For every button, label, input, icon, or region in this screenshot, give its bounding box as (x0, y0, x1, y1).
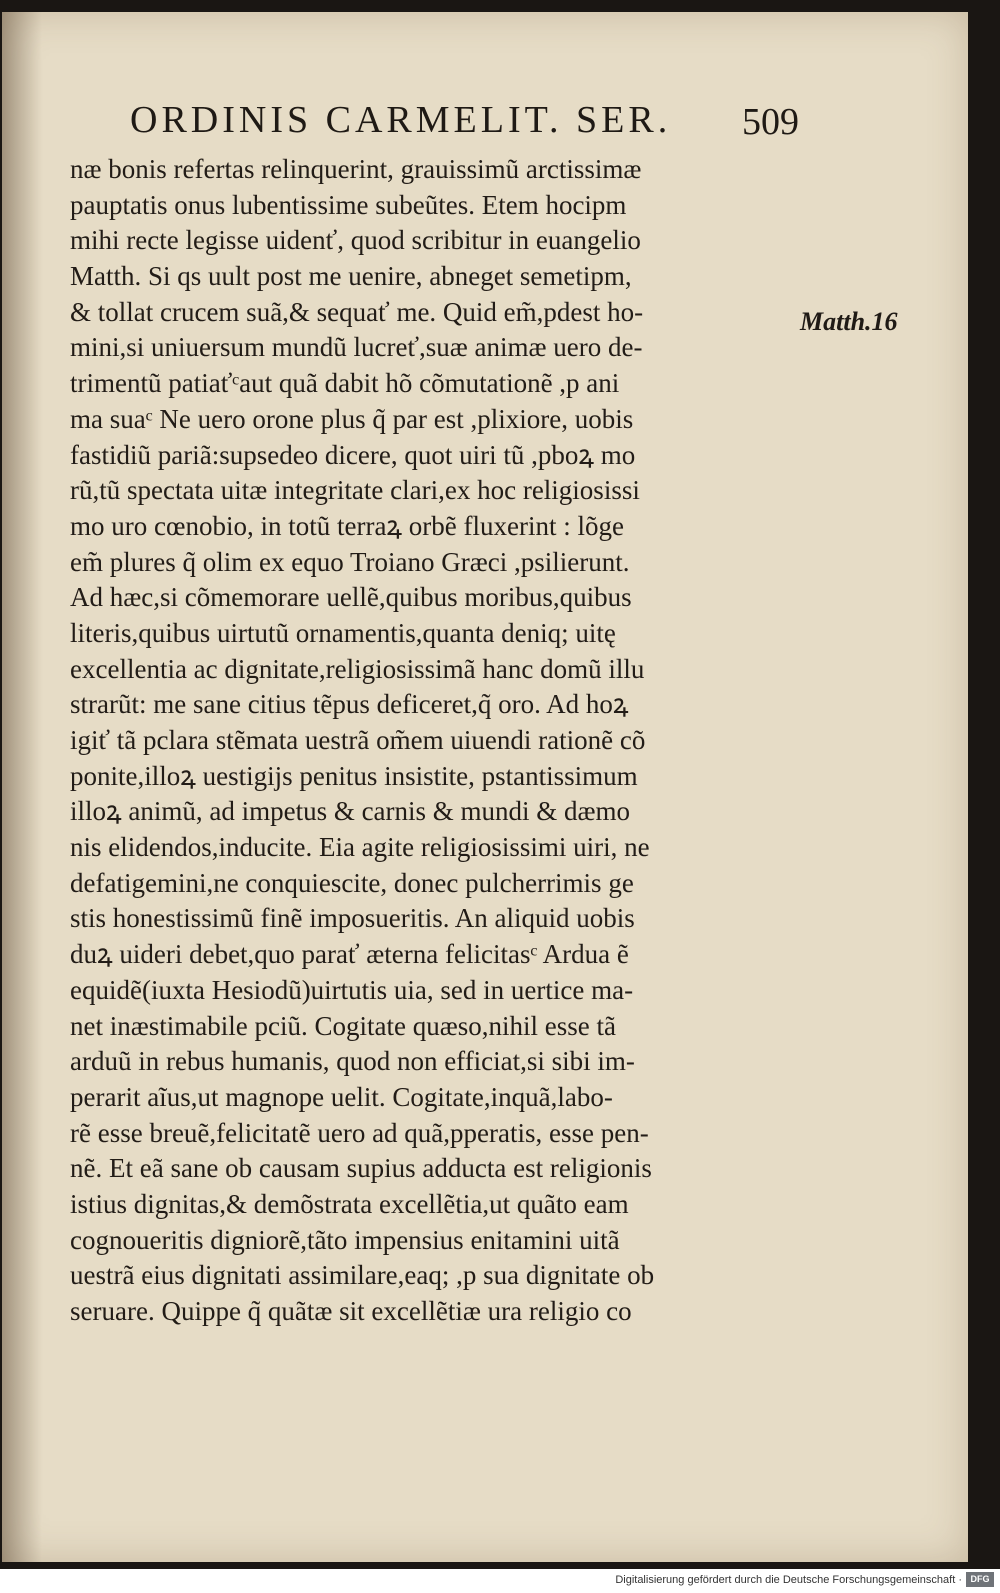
text-line: pauptatis onus lubentissime subeũtes. Etem hocipm (70, 189, 627, 220)
text-line: literis,quibus uirtutũ ornamentis,quanta deniq; uitę (70, 617, 616, 648)
running-title: ORDINIS CARMELIT. SER. (130, 99, 672, 141)
text-line: perarit aĩus,ut magnope uelit. Cogitate,inquã,labo- (70, 1081, 613, 1112)
text-line: trimentũ patiaťᶜaut quã dabit hõ cõmutationẽ ,p ani (70, 368, 620, 399)
text-line: net inæstimabile pciũ. Cogitate quæso,nihil esse tã (70, 1010, 616, 1041)
text-line: arduũ in rebus humanis, quod non efficiat,si sibi im- (70, 1046, 635, 1077)
text-line: mini,si uniuersum mundũ lucreť,suæ animæ uero de- (70, 332, 643, 363)
text-line: defatigemini,ne conquiescite, donec pulcherrimis ge (70, 867, 634, 898)
text-line: duꝝ uideri debet,quo parať æterna felicitasᶜ Ardua ẽ (70, 939, 629, 970)
text-line: mo uro cœnobio, in totũ terraꝝ orbẽ fluxerint : lõge (70, 510, 624, 541)
text-line: seruare. Quippe q̃ quãtæ sit excellẽtiæ ura religio co (70, 1296, 632, 1326)
dfg-logo: DFG (966, 1572, 994, 1587)
page-gutter-shadow (2, 12, 42, 1562)
text-line: uestrã eius dignitati assimilare,eaq; ,p sua dignitate ob (70, 1260, 655, 1291)
text-line: excellentia ac dignitate,religiosissimã hanc domũ illu (70, 653, 645, 684)
text-line: rẽ esse breuẽ,felicitatẽ uero ad quã,pperatis, esse pen- (70, 1117, 649, 1148)
text-line: Matth. Si qs uult post me uenire, abneget semetipm, (70, 261, 632, 292)
text-line: Ad hæc,si cõmemorare uellẽ,quibus moribus,quibus (70, 582, 632, 613)
text-line: rũ,tũ spectata uitæ integritate clari,ex hoc religiosissi (70, 475, 640, 506)
text-line: næ bonis refertas relinquerint, grauissimũ arctissimæ (70, 154, 642, 184)
text-line: strarũt: me sane citius tẽpus deficeret,q̃ oro. Ad hoꝝ (70, 689, 629, 720)
text-line: istius dignitas,& demõstrata excellẽtia,ut quãto eam (70, 1188, 629, 1219)
text-line: mihi recte legisse uidenť, quod scribitur in euangelio (70, 225, 641, 256)
text-line: illoꝝ animũ, ad impetus & carnis & mundi & dæmo (70, 796, 631, 827)
text-line: & tollat crucem suã,& sequať me. Quid em̃,pdest ho- (70, 296, 644, 327)
text-line: fastidiũ pariã:supsedeo dicere, quot uiri tũ ,pboꝝ mo (70, 439, 636, 470)
text-line: ma suaᶜ Ne uero orone plus q̃ par est ,plixiore, uobis (70, 403, 634, 434)
text-line: equidẽ(iuxta Hesiodũ)uirtutis uia, sed in uertice ma- (70, 974, 634, 1005)
footer-credit: Digitalisierung gefördert durch die Deutsche Forschungsgemeinschaft · (615, 1574, 962, 1586)
text-line: ponite,illoꝝ uestigijs penitus insistite, pstantissimum (70, 760, 638, 791)
text-line: nis elidendos,inducite. Eia agite religiosissimi uiri, ne (70, 832, 650, 863)
text-line: nẽ. Et eã sane ob causam supius adducta est religionis (70, 1153, 652, 1184)
text-line: stis honestissimũ finẽ imposueritis. An aliquid uobis (70, 903, 635, 934)
text-line: em̃ plures q̃ olim ex equo Troiano Græci ,psilierunt. (70, 546, 630, 577)
page-number: 509 (742, 101, 799, 143)
marginal-note: Matth.16 (800, 307, 898, 336)
text-line: cognoueritis digniorẽ,tãto impensius enitamini uitã (70, 1224, 620, 1255)
text-line: igiť tã pclara stẽmata uestrã om̃em uiuendi rationẽ cõ (70, 725, 646, 755)
body-text (70, 152, 805, 1330)
